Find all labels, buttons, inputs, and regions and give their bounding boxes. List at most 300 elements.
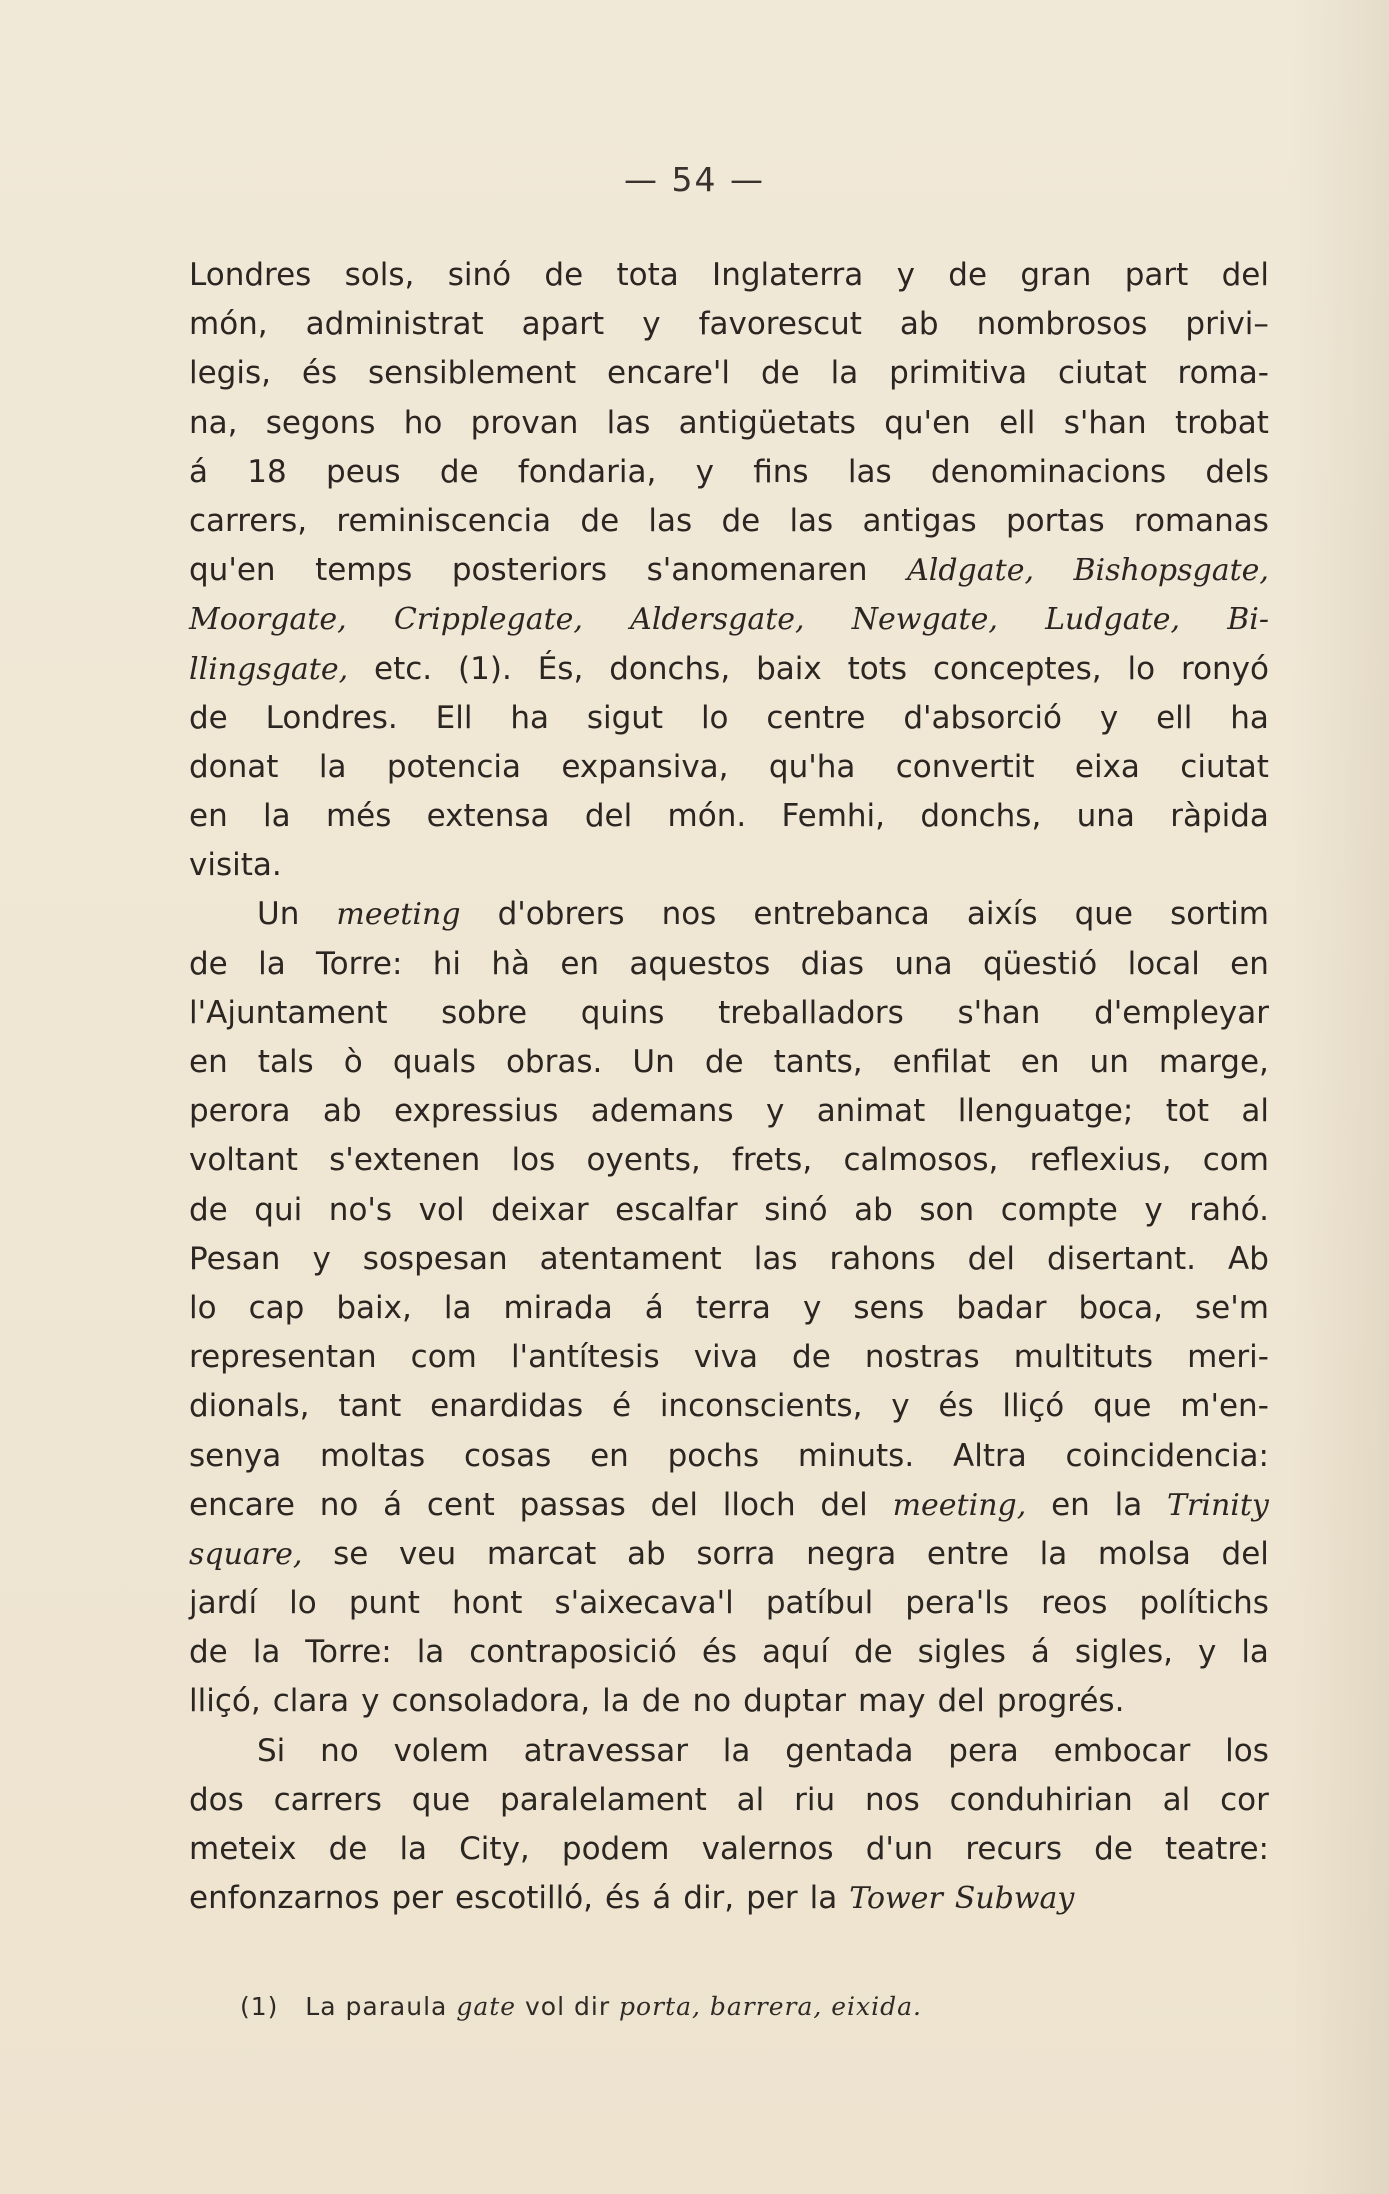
word: frets, [731, 1142, 813, 1179]
word: á [1030, 1634, 1050, 1671]
word: volem [393, 1732, 489, 1769]
word: marcat [486, 1535, 597, 1572]
word: fondaria, [517, 453, 657, 490]
text-line [189, 792, 1269, 841]
text-line [189, 841, 1269, 890]
word: sobre [441, 994, 528, 1031]
word: punt [348, 1585, 420, 1622]
word: marge, [1158, 1044, 1269, 1080]
word: á [644, 1289, 664, 1326]
word: lliçó [1002, 1388, 1065, 1425]
word: Cripplegate, [393, 602, 583, 638]
text-line [189, 1038, 1269, 1087]
word: cent [426, 1486, 495, 1523]
text-line [189, 1776, 1269, 1825]
word: temps [315, 552, 413, 589]
footnote-text-before: La paraula [305, 1992, 448, 2021]
word: del [1221, 257, 1269, 293]
word: teatre: [1165, 1831, 1269, 1867]
word: és [301, 355, 338, 392]
word: Aldersgate, [630, 602, 805, 638]
word: posteriors [451, 552, 608, 589]
word: ràpida [1170, 798, 1269, 835]
word: ho [403, 404, 443, 441]
word: passas [519, 1486, 626, 1523]
word: progrés. [996, 1683, 1125, 1720]
text-line [189, 645, 1269, 694]
word: sols, [344, 257, 415, 293]
footnote-text-middle: vol dir [525, 1992, 611, 2021]
word: de [189, 1191, 228, 1228]
word: favorescut [698, 306, 862, 343]
word: la [722, 1732, 751, 1769]
word: animat [816, 1093, 926, 1130]
word: sigles, [1074, 1634, 1174, 1671]
word: voltant [189, 1142, 298, 1179]
text-line [189, 1333, 1269, 1382]
word: á [189, 453, 208, 490]
word: no [320, 1732, 359, 1769]
word: meteix [189, 1831, 297, 1867]
word: pera'ls [905, 1585, 1010, 1622]
word: cosas [463, 1437, 552, 1474]
word: de [439, 453, 479, 490]
word: Newgate, [851, 602, 998, 638]
word: és [701, 1634, 738, 1671]
word: del [967, 1240, 1015, 1277]
word: del [937, 1683, 985, 1720]
word: privi– [1185, 306, 1269, 343]
word: del [820, 1486, 868, 1523]
word: de [328, 1831, 368, 1867]
word: inconscients, [659, 1388, 863, 1425]
word: quins [580, 994, 665, 1031]
word: en [1230, 945, 1269, 982]
word: d'empleyar [1094, 994, 1269, 1031]
word: s'anomenaren [646, 552, 868, 589]
word: de [544, 257, 584, 293]
word: sigles [917, 1634, 1006, 1671]
word: de [189, 699, 228, 736]
word: en [590, 1437, 629, 1474]
word: y [312, 1240, 331, 1277]
text-line [189, 1579, 1269, 1628]
word: nombrosos [976, 306, 1148, 343]
word: square, [189, 1536, 303, 1572]
word: hont [452, 1585, 523, 1622]
word: treballadors [718, 994, 904, 1031]
word: la [399, 1831, 428, 1867]
word: y [1144, 1191, 1163, 1228]
word: calmosos, [843, 1142, 999, 1179]
word: roma- [1177, 355, 1269, 392]
word: compte [1000, 1191, 1118, 1228]
word: rahons [829, 1240, 936, 1277]
word: pochs [667, 1437, 760, 1474]
word: s'aixecava'l [554, 1585, 734, 1622]
word: la [809, 1880, 838, 1917]
text-line [189, 1530, 1269, 1579]
word: Ludgate, [1045, 602, 1180, 638]
word: no [319, 1486, 359, 1523]
word: enardidas [430, 1388, 584, 1425]
word: veu [399, 1535, 457, 1572]
word: encare'l [607, 355, 731, 392]
word: per [746, 1880, 798, 1917]
word: se'm [1195, 1289, 1269, 1326]
word: y [891, 1388, 910, 1425]
word: ha [510, 699, 549, 736]
word: la [1039, 1535, 1068, 1572]
word: carrers [273, 1781, 382, 1818]
word: entre [926, 1535, 1009, 1572]
word: convertit [895, 748, 1035, 785]
word: lo [700, 699, 729, 736]
word: lloch [722, 1486, 796, 1523]
word: que [411, 1781, 471, 1818]
word: terra [695, 1289, 771, 1326]
word: segons [265, 404, 376, 441]
word: conduhirian [949, 1781, 1133, 1818]
word: lliçó, [189, 1683, 261, 1720]
word: És, [537, 650, 584, 687]
word: la [602, 1683, 630, 1720]
word: en [1051, 1486, 1090, 1523]
word: una [1076, 798, 1135, 835]
word: ronyó [1181, 650, 1269, 687]
word: may [857, 1683, 926, 1720]
word: nos [864, 1781, 920, 1818]
text-line [189, 743, 1269, 792]
word: tota [616, 257, 679, 293]
word: la [318, 748, 347, 785]
word: una [894, 945, 953, 982]
word: riu [794, 1781, 836, 1818]
word: donchs, [609, 650, 731, 687]
word: donat [189, 748, 279, 785]
word: l'Ajuntament [189, 994, 388, 1031]
word: sospesan [362, 1240, 508, 1277]
word: Londres. [265, 699, 398, 736]
word: y [695, 453, 714, 490]
text-line [189, 595, 1269, 644]
word: centre [766, 699, 866, 736]
word: y [1099, 699, 1119, 736]
footnote-italic-meaning: porta, barrera, eixida. [619, 1992, 922, 2021]
word: se [333, 1535, 369, 1572]
word: y [802, 1289, 822, 1326]
word: aquí [762, 1634, 829, 1671]
word: conceptes, [932, 650, 1102, 687]
word: y [642, 306, 661, 343]
word: molsa [1097, 1535, 1191, 1572]
word: lo [1127, 650, 1156, 687]
word: expressius [394, 1093, 559, 1130]
word: badar [956, 1289, 1047, 1326]
word: s'han [957, 994, 1041, 1031]
word: ab [626, 1535, 666, 1572]
word: Ell [435, 699, 473, 736]
word: á [652, 1880, 672, 1917]
word: ò [343, 1044, 363, 1080]
word: vol [418, 1191, 465, 1228]
word: y [361, 1683, 380, 1720]
word: obras. [505, 1044, 603, 1080]
word: las [606, 404, 651, 441]
word: aixís [966, 896, 1038, 933]
text-line [189, 399, 1269, 448]
word: d'obrers [497, 896, 625, 933]
word: potencia [386, 748, 521, 785]
word: dels [1205, 453, 1269, 490]
text-line [189, 300, 1269, 349]
word: disertant. [1046, 1240, 1197, 1277]
text-line [189, 1087, 1269, 1136]
word: meeting [336, 897, 461, 933]
word: dias [800, 945, 865, 982]
word: tot [1165, 1093, 1209, 1130]
word: hi [432, 945, 462, 982]
word: de [704, 1044, 744, 1080]
word: Torre: [305, 1634, 392, 1671]
word: sigut [586, 699, 664, 736]
text-line [189, 1136, 1269, 1185]
word: Inglaterra [712, 257, 864, 293]
word: nos [661, 896, 717, 933]
word: Trinity [1167, 1487, 1269, 1523]
word: Tower [849, 1881, 943, 1917]
text-line [189, 694, 1269, 743]
text-line [189, 251, 1269, 300]
word: per [391, 1880, 443, 1917]
word: món, [189, 306, 268, 343]
word: m'en- [1180, 1388, 1269, 1425]
word: de [853, 1634, 893, 1671]
word: City, [459, 1831, 530, 1867]
word: de [580, 502, 620, 539]
word: minuts. [797, 1437, 915, 1474]
word: recurs [965, 1831, 1063, 1867]
word: pera [948, 1732, 1019, 1769]
word: de [1094, 1831, 1133, 1867]
word: valernos [701, 1831, 834, 1867]
word: tants, [773, 1044, 863, 1080]
word: denominacions [930, 453, 1167, 490]
word: món. [667, 798, 747, 835]
word: embocar [1053, 1732, 1191, 1769]
word: d'absorció [903, 699, 1062, 736]
word: expansiva, [561, 748, 729, 785]
word: que [1074, 896, 1134, 933]
word: nostras [864, 1339, 980, 1376]
word: ha [1230, 699, 1269, 736]
word: d'un [865, 1831, 934, 1867]
word: Londres [189, 257, 312, 293]
word: sortim [1170, 896, 1269, 933]
word: tots [847, 650, 908, 687]
word: carrers, [189, 502, 308, 539]
word: més [325, 798, 392, 835]
word: y [896, 257, 915, 293]
word: part [1124, 257, 1189, 293]
word: fins [753, 453, 809, 490]
word: boca, [1078, 1289, 1164, 1326]
word: en [189, 1044, 228, 1080]
word: sorra [696, 1535, 776, 1572]
word: Pesan [189, 1240, 281, 1277]
word: ell [999, 404, 1036, 441]
word: ab [899, 306, 939, 343]
word: Aldgate, [907, 553, 1034, 589]
word: son [919, 1191, 975, 1228]
word: y [765, 1093, 785, 1130]
word: las [789, 502, 834, 539]
word: senya [189, 1437, 282, 1474]
word: duptar [743, 1683, 846, 1720]
word: trobat [1174, 404, 1269, 441]
word: la [258, 945, 286, 982]
word: dir, [683, 1880, 735, 1917]
word: gran [1020, 257, 1092, 293]
word: antigüetats [678, 404, 856, 441]
word: multituts [1013, 1339, 1154, 1376]
word: extensa [426, 798, 550, 835]
word: baix [756, 650, 822, 687]
word: qu'ha [768, 748, 856, 785]
word: com [410, 1339, 477, 1376]
word: Un [632, 1044, 675, 1080]
text-line [189, 940, 1269, 989]
word: meeting, [892, 1487, 1027, 1523]
word: provan [470, 404, 579, 441]
word: la [830, 355, 859, 392]
word: ciutat [1058, 355, 1147, 392]
word: polítichs [1139, 1585, 1269, 1622]
word: llingsgate, [189, 651, 349, 687]
word: clara [272, 1683, 350, 1720]
word: ell [1156, 699, 1193, 736]
word: enfilat [892, 1044, 991, 1080]
word: encare [189, 1486, 295, 1523]
word: ab [854, 1191, 893, 1228]
word: s'han [1063, 404, 1147, 441]
word: Subway [954, 1881, 1075, 1917]
text-line [189, 1432, 1269, 1481]
word: eixa [1074, 748, 1140, 785]
word: gentada [785, 1732, 914, 1769]
word: al [1162, 1781, 1191, 1818]
word: sinó [764, 1191, 828, 1228]
word: las [648, 502, 693, 539]
word: la [443, 1289, 472, 1326]
word: llenguatge; [957, 1093, 1134, 1130]
word: de [760, 355, 800, 392]
word: Si [257, 1732, 286, 1769]
word: l'antítesis [510, 1339, 660, 1376]
text-line [189, 1481, 1269, 1530]
word: apart [521, 306, 605, 343]
word: Altra [953, 1437, 1027, 1474]
word: (1). [458, 650, 512, 687]
word: és [938, 1388, 974, 1425]
text-line [189, 1825, 1269, 1874]
word: al [736, 1781, 765, 1818]
word: atentament [539, 1240, 722, 1277]
word: en [189, 798, 228, 835]
word: hà [491, 945, 531, 982]
word: escotilló, [454, 1880, 594, 1917]
word: dionals, [189, 1388, 310, 1425]
word: coincidencia: [1065, 1437, 1269, 1474]
word: ciutat [1180, 748, 1269, 785]
text-line [189, 546, 1269, 595]
word: los [511, 1142, 556, 1179]
word: 18 [247, 453, 287, 490]
word: Femhi, [781, 798, 886, 835]
word: á [383, 1486, 403, 1523]
word: que [1093, 1388, 1152, 1425]
word: administrat [305, 306, 484, 343]
text-line [189, 1235, 1269, 1284]
text-line [189, 1628, 1269, 1677]
word: y [1197, 1634, 1217, 1671]
word: jardí [189, 1585, 258, 1622]
word: Moorgate, [189, 602, 347, 638]
word: ab [322, 1093, 362, 1130]
word: lo [289, 1585, 317, 1622]
word: representan [189, 1339, 377, 1376]
word: al [1241, 1093, 1269, 1130]
word: visita. [189, 847, 282, 884]
word: Bishopsgate, [1073, 553, 1269, 589]
word: reminiscencia [336, 502, 552, 539]
word: paralelament [500, 1781, 707, 1818]
word: no's [328, 1191, 393, 1228]
word: de [948, 257, 988, 293]
word: de [721, 502, 761, 539]
word: de [641, 1683, 681, 1720]
word: primitiva [889, 355, 1028, 392]
word: Un [257, 896, 300, 933]
word: baix, [336, 1289, 412, 1326]
word: dos [189, 1781, 244, 1818]
word: cap [248, 1289, 305, 1326]
word: la [252, 1634, 281, 1671]
word: consoladora, [391, 1683, 591, 1720]
text-line [189, 1727, 1269, 1776]
word: é [611, 1388, 632, 1425]
word: en [1020, 1044, 1060, 1080]
word: Torre: [316, 945, 403, 982]
text-line [189, 349, 1269, 398]
word: deixar [491, 1191, 589, 1228]
word: la [1114, 1486, 1143, 1523]
word: tals [257, 1044, 314, 1080]
word: escalfar [615, 1191, 738, 1228]
word: etc. [374, 650, 433, 687]
word: entrebanca [753, 896, 930, 933]
word: sinó [447, 257, 512, 293]
text-line [189, 1186, 1269, 1235]
text-line [189, 1874, 1269, 1923]
word: del [584, 798, 633, 835]
word: la [1241, 1634, 1269, 1671]
word: patíbul [765, 1585, 874, 1622]
word: cor [1220, 1781, 1269, 1818]
word: reos [1041, 1585, 1108, 1622]
word: moltas [320, 1437, 426, 1474]
word: la [416, 1634, 445, 1671]
